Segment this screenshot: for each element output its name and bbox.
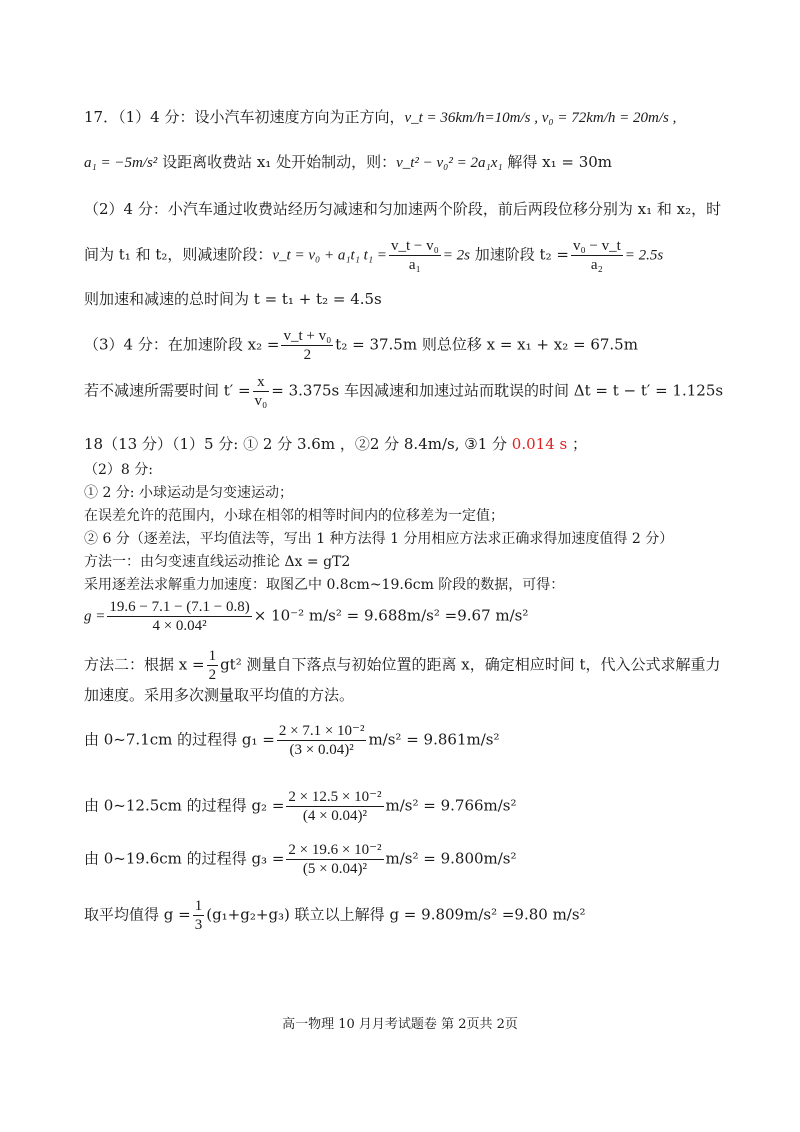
fraction-denominator: a₂ [590, 257, 603, 273]
q17-l2-text: 设距离收费站 x₁ 处开始制动，则： [157, 153, 397, 171]
q17-p3-l1b: t₂ = 37.5m 则总位移 x = x₁ + x₂ = 67.5m [335, 335, 638, 354]
q17-l2-text2: 解得 x₁ = 30m [502, 153, 613, 171]
fraction [571, 237, 623, 274]
q18-l9a: 方法二：根据 x = [84, 655, 205, 674]
fraction-denominator: v₀ [254, 393, 268, 409]
q17-l1-text: 17．（1）4 分：设小汽车初速度方向为正方向， [84, 108, 405, 126]
q17-p2-line3 [84, 289, 760, 309]
fraction-numerator: x [253, 373, 270, 392]
page-footer: 高一物理 10 月月考试题卷 第 2页共 2页 [282, 1017, 518, 1032]
fraction-denominator: 2 [208, 667, 217, 683]
fraction-numerator: v_t + v₀ [283, 328, 332, 344]
fraction-numerator: 2 × 7.1 × 10⁻² [278, 723, 365, 739]
q17-p3-l2a: 若不减速所需要时间 t′ = [84, 381, 251, 400]
q18-line8 [84, 598, 760, 635]
fraction-numerator: v_t − v₀ [390, 238, 439, 254]
fraction [107, 598, 251, 635]
q18-l11b: m/s² = 9.861m/s² [368, 730, 500, 749]
fraction [277, 722, 367, 759]
q17-p2-l1: （2）4 分：小汽车通过收费站经历匀减速和匀加速两个阶段，前后两段位移分别为 x₁ 和 x₂，时 [84, 200, 722, 218]
fraction-denominator: 2 [303, 347, 312, 363]
q18-l14a: 取平均值得 g = [84, 905, 191, 924]
q18-red-answer: 0.014 s [511, 435, 568, 453]
fraction-denominator: (3 × 0.04)² [289, 742, 354, 758]
fraction-numerator: 1 [208, 648, 217, 664]
fraction [281, 327, 333, 364]
fraction-numerator: v₀ − v_t [572, 238, 621, 254]
q18-line14 [84, 897, 760, 934]
q17-line2 [84, 152, 760, 173]
fraction-numerator: 2 × 12.5 × 10⁻² [288, 789, 382, 805]
q18-line12 [84, 788, 760, 825]
fraction-denominator: a₁ [408, 257, 421, 273]
fraction-numerator: 2 × 19.6 × 10⁻² [288, 842, 382, 858]
q17-p2-l2-eq1b: = 2s [442, 247, 471, 264]
q17-p2-line2 [84, 237, 760, 274]
q18-l14b: (g₁+g₂+g₃) 联立以上解得 g = 9.809m/s² =9.80 m/s² [206, 905, 586, 924]
q17-p3-l1a: （3）4 分：在加速阶段 x₂ = [84, 335, 280, 354]
q17-p2-l3: 则加速和减速的总时间为 t = t₁ + t₂ = 4.5s [84, 290, 382, 308]
q17-p2-l2-eq1: v_t = v₀ + a₁t₁ t₁ = [272, 247, 387, 264]
q18-l11a: 由 0~7.1cm 的过程得 g₁ = [84, 730, 275, 749]
q18-line4: 在误差允许的范围内，小球在相邻的相等时间内的位移差为一定值； [84, 508, 504, 524]
q18-line1 [84, 434, 760, 454]
q18-l9b: gt² 测量自下落点与初始位置的距离 x，确定相应时间 t，代入公式求解重力 [220, 655, 721, 674]
fraction-denominator: 3 [194, 917, 203, 933]
fraction [286, 788, 383, 825]
q18-line7: 采用逐差法求解重力加速度：取图乙中 0.8cm~19.6cm 阶段的数据，可得： [84, 577, 565, 593]
fraction [286, 841, 383, 878]
q17-p2-l2-eq2b: = 2.5s [624, 247, 664, 264]
fraction [389, 237, 441, 274]
fraction-denominator: (5 × 0.04)² [302, 861, 368, 877]
q18-line5: ② 6 分（逐差法，平均值法等，写出 1 种方法得 1 分用相应方法求正确求得加速度值得 2 分） [84, 531, 674, 547]
q17-p2-line1 [84, 199, 760, 219]
fraction-numerator: 19.6 − 7.1 − (7.1 − 0.8) [109, 599, 250, 615]
q18-l12a: 由 0~12.5cm 的过程得 g₂ = [84, 796, 285, 815]
q17-p2-l2a: 间为 t₁ 和 t₂，则减速阶段： [84, 245, 273, 264]
q18-line9 [84, 647, 760, 684]
fraction [253, 373, 270, 410]
q18-line13 [84, 841, 760, 878]
q18-line3: ① 2 分: 小球运动是匀变速运动； [84, 485, 293, 501]
q17-l1-eq: v_t = 36km/h=10m/s , v₀ = 72km/h = 20m/s , [404, 110, 677, 126]
q17-line1 [84, 107, 760, 128]
q17-p3-line2 [84, 373, 760, 410]
q18-l1b: ； [567, 435, 587, 453]
q17-l2-eq: a₁ = −5m/s² [84, 155, 158, 171]
q17-p3-line1 [84, 327, 760, 364]
q18-l13b: m/s² = 9.800m/s² [385, 849, 517, 868]
q17-l2-eq2: v_t² − v₀² = 2a₁x₁ [396, 155, 503, 171]
fraction-numerator: 1 [194, 898, 203, 914]
q18-line11 [84, 722, 760, 759]
q17-p3-l2b: = 3.375s 车因减速和加速过站而耽误的时间 Δt = t − t′ = 1.125s [271, 381, 724, 400]
q18-line2: （2）8 分: [84, 462, 153, 478]
q18-line6: 方法一：由匀变速直线运动推论 Δx = gT2 [84, 554, 351, 570]
fraction [207, 647, 219, 684]
q18-l12b: m/s² = 9.766m/s² [385, 796, 517, 815]
q18-l8b: × 10⁻² m/s² = 9.688m/s² =9.67 m/s² [253, 606, 529, 625]
fraction-denominator: 4 × 0.04² [152, 618, 207, 634]
q18-l1a: 18（13 分）（1）5 分: ① 2 分 3.6m ，②2 分 8.4m/s, ③1 分 [84, 435, 512, 453]
fraction [193, 897, 205, 934]
fraction-denominator: (4 × 0.04)² [302, 808, 368, 824]
q18-l13a: 由 0~19.6cm 的过程得 g₃ = [84, 849, 285, 868]
q18-l8a: g = [84, 608, 106, 625]
q17-p2-l2b: 加速阶段 t₂ = [470, 245, 569, 264]
q18-line10: 加速度。采用多次测量取平均值的方法。 [84, 686, 355, 704]
